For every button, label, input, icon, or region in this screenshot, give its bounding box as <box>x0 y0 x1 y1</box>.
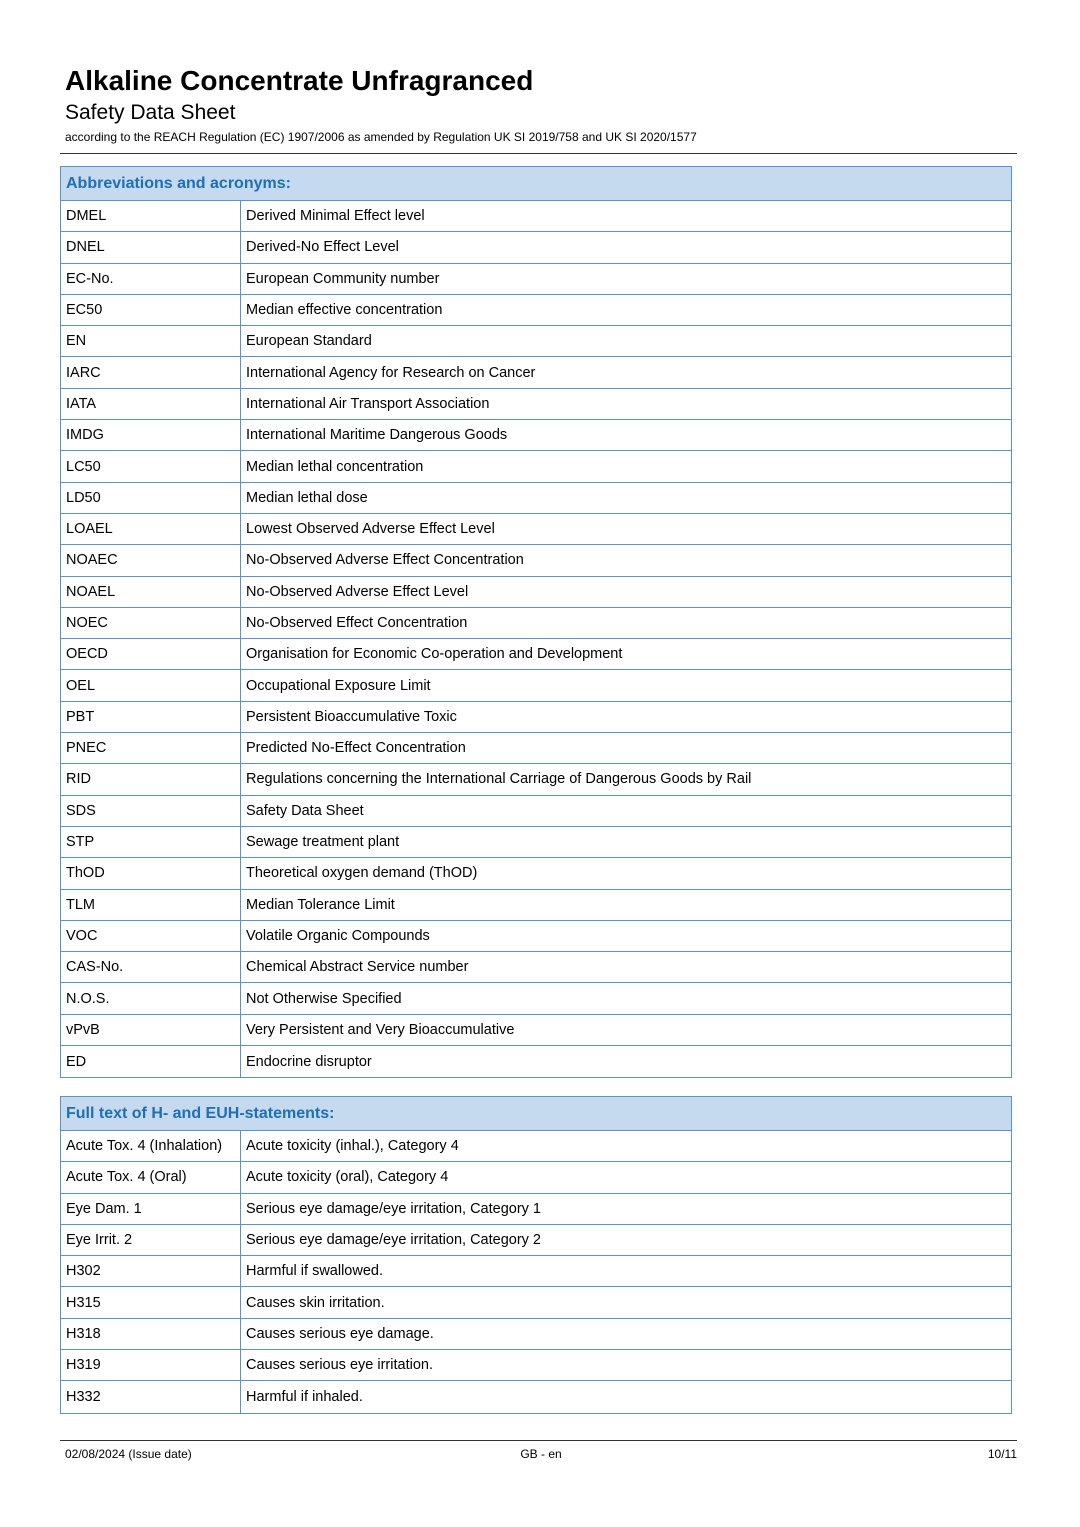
definition-cell: Not Otherwise Specified <box>246 990 402 1007</box>
table-row <box>61 952 1011 983</box>
definition-cell: Median Tolerance Limit <box>246 896 395 913</box>
table-row <box>61 1381 1011 1412</box>
definition-cell: Predicted No-Effect Concentration <box>246 740 466 757</box>
table-row <box>61 670 1011 701</box>
table-row <box>61 295 1011 326</box>
table-row <box>61 796 1011 827</box>
acronym-cell: LC50 <box>61 451 241 481</box>
table-row <box>61 577 1011 608</box>
abbreviations-rows <box>61 201 1011 1077</box>
table-row <box>61 858 1011 889</box>
definition-cell: European Community number <box>246 270 440 287</box>
h-statements-heading: Full text of H- and EUH-statements: <box>61 1097 1011 1131</box>
definition-cell: Chemical Abstract Service number <box>246 959 469 976</box>
definition-cell: Serious eye damage/eye irritation, Category 2 <box>246 1232 541 1249</box>
table-row <box>61 1162 1011 1193</box>
definition-cell: Endocrine disruptor <box>246 1053 372 1070</box>
acronym-cell: LOAEL <box>61 514 241 544</box>
table-row <box>61 232 1011 263</box>
footer-divider <box>60 1440 1017 1441</box>
acronym-cell: EC-No. <box>61 264 241 294</box>
definition-cell: Safety Data Sheet <box>246 802 364 819</box>
definition-cell: Occupational Exposure Limit <box>246 677 431 694</box>
table-row <box>61 639 1011 670</box>
acronym-cell: PBT <box>61 702 241 732</box>
acronym-cell: N.O.S. <box>61 983 241 1013</box>
table-row <box>61 514 1011 545</box>
definition-cell: Lowest Observed Adverse Effect Level <box>246 521 495 538</box>
definition-cell: Causes serious eye damage. <box>246 1325 434 1342</box>
acronym-cell: NOAEL <box>61 577 241 607</box>
definition-cell: Harmful if inhaled. <box>246 1389 363 1406</box>
acronym-cell: Eye Dam. 1 <box>61 1194 241 1224</box>
acronym-cell: IMDG <box>61 420 241 450</box>
document-header <box>65 64 1017 145</box>
table-row <box>61 420 1011 451</box>
acronym-cell: OECD <box>61 639 241 669</box>
acronym-cell: Acute Tox. 4 (Inhalation) <box>61 1131 241 1161</box>
acronym-cell: OEL <box>61 670 241 700</box>
table-row <box>61 1225 1011 1256</box>
locale-label: GB - en <box>520 1447 562 1461</box>
acronym-cell: EC50 <box>61 295 241 325</box>
definition-cell: Sewage treatment plant <box>246 834 400 851</box>
acronym-cell: TLM <box>61 890 241 920</box>
definition-cell: Persistent Bioaccumulative Toxic <box>246 708 457 725</box>
abbreviations-table <box>60 166 1012 1078</box>
definition-cell: Median lethal dose <box>246 489 368 506</box>
page-number: 10/11 <box>987 1447 1017 1461</box>
definition-cell: Theoretical oxygen demand (ThOD) <box>246 865 478 882</box>
acronym-cell: STP <box>61 827 241 857</box>
definition-cell: No-Observed Adverse Effect Concentration <box>246 552 524 569</box>
regulation-note: according to the REACH Regulation (EC) 1907/2006 as amended by Regulation UK SI 2019/758 and UK SI 2020/1577 <box>65 130 697 144</box>
acronym-cell: SDS <box>61 796 241 826</box>
definition-cell: Harmful if swallowed. <box>246 1263 383 1280</box>
table-row <box>61 545 1011 576</box>
acronym-cell: H315 <box>61 1287 241 1317</box>
table-row <box>61 1131 1011 1162</box>
acronym-cell: RID <box>61 764 241 794</box>
definition-cell: European Standard <box>246 333 372 350</box>
h-statements-rows <box>61 1131 1011 1413</box>
acronym-cell: DNEL <box>61 232 241 262</box>
table-row <box>61 764 1011 795</box>
acronym-cell: ED <box>61 1046 241 1077</box>
table-row <box>61 1015 1011 1046</box>
definition-cell: Derived-No Effect Level <box>246 239 399 256</box>
table-row <box>61 827 1011 858</box>
table-row <box>61 733 1011 764</box>
acronym-cell: EN <box>61 326 241 356</box>
definition-cell: Acute toxicity (inhal.), Category 4 <box>246 1138 459 1155</box>
table-row <box>61 702 1011 733</box>
table-row <box>61 608 1011 639</box>
definition-cell: Median effective concentration <box>246 302 443 319</box>
abbreviations-heading: Abbreviations and acronyms: <box>61 167 1011 201</box>
issue-date: 02/08/2024 (Issue date) <box>65 1447 192 1461</box>
table-row <box>61 483 1011 514</box>
acronym-cell: H319 <box>61 1350 241 1380</box>
definition-cell: Causes serious eye irritation. <box>246 1357 433 1374</box>
table-row <box>61 1046 1011 1077</box>
acronym-cell: VOC <box>61 921 241 951</box>
definition-cell: Median lethal concentration <box>246 458 424 475</box>
acronym-cell: H302 <box>61 1256 241 1286</box>
acronym-cell: NOAEC <box>61 545 241 575</box>
acronym-cell: H318 <box>61 1319 241 1349</box>
acronym-cell: CAS-No. <box>61 952 241 982</box>
acronym-cell: Eye Irrit. 2 <box>61 1225 241 1255</box>
acronym-cell: DMEL <box>61 201 241 231</box>
table-row <box>61 1350 1011 1381</box>
acronym-cell: IATA <box>61 389 241 419</box>
table-row <box>61 389 1011 420</box>
acronym-cell: LD50 <box>61 483 241 513</box>
document-title: Alkaline Concentrate Unfragranced <box>65 65 534 96</box>
definition-cell: No-Observed Adverse Effect Level <box>246 583 469 600</box>
table-row <box>61 983 1011 1014</box>
acronym-cell: ThOD <box>61 858 241 888</box>
table-row <box>61 201 1011 232</box>
acronym-cell: PNEC <box>61 733 241 763</box>
definition-cell: Organisation for Economic Co-operation and Development <box>246 646 623 663</box>
table-row <box>61 1256 1011 1287</box>
acronym-cell: IARC <box>61 357 241 387</box>
acronym-cell: H332 <box>61 1381 241 1412</box>
definition-cell: Very Persistent and Very Bioaccumulative <box>246 1021 515 1038</box>
document-subtitle: Safety Data Sheet <box>65 101 236 124</box>
acronym-cell: NOEC <box>61 608 241 638</box>
table-row <box>61 357 1011 388</box>
definition-cell: Acute toxicity (oral), Category 4 <box>246 1169 449 1186</box>
table-row <box>61 264 1011 295</box>
table-row <box>61 1319 1011 1350</box>
h-statements-table <box>60 1096 1012 1414</box>
table-row <box>61 890 1011 921</box>
table-row <box>61 1287 1011 1318</box>
definition-cell: Causes skin irritation. <box>246 1294 385 1311</box>
definition-cell: Derived Minimal Effect level <box>246 208 425 225</box>
table-row <box>61 326 1011 357</box>
acronym-cell: Acute Tox. 4 (Oral) <box>61 1162 241 1192</box>
definition-cell: Regulations concerning the International Carriage of Dangerous Goods by Rail <box>246 771 752 788</box>
header-divider <box>60 153 1017 154</box>
definition-cell: International Air Transport Association <box>246 395 490 412</box>
definition-cell: International Maritime Dangerous Goods <box>246 427 508 444</box>
definition-cell: International Agency for Research on Cancer <box>246 364 536 381</box>
table-row <box>61 1194 1011 1225</box>
table-row <box>61 921 1011 952</box>
definition-cell: Volatile Organic Compounds <box>246 927 430 944</box>
definition-cell: Serious eye damage/eye irritation, Category 1 <box>246 1200 541 1217</box>
acronym-cell: vPvB <box>61 1015 241 1045</box>
definition-cell: No-Observed Effect Concentration <box>246 615 468 631</box>
table-row <box>61 451 1011 482</box>
